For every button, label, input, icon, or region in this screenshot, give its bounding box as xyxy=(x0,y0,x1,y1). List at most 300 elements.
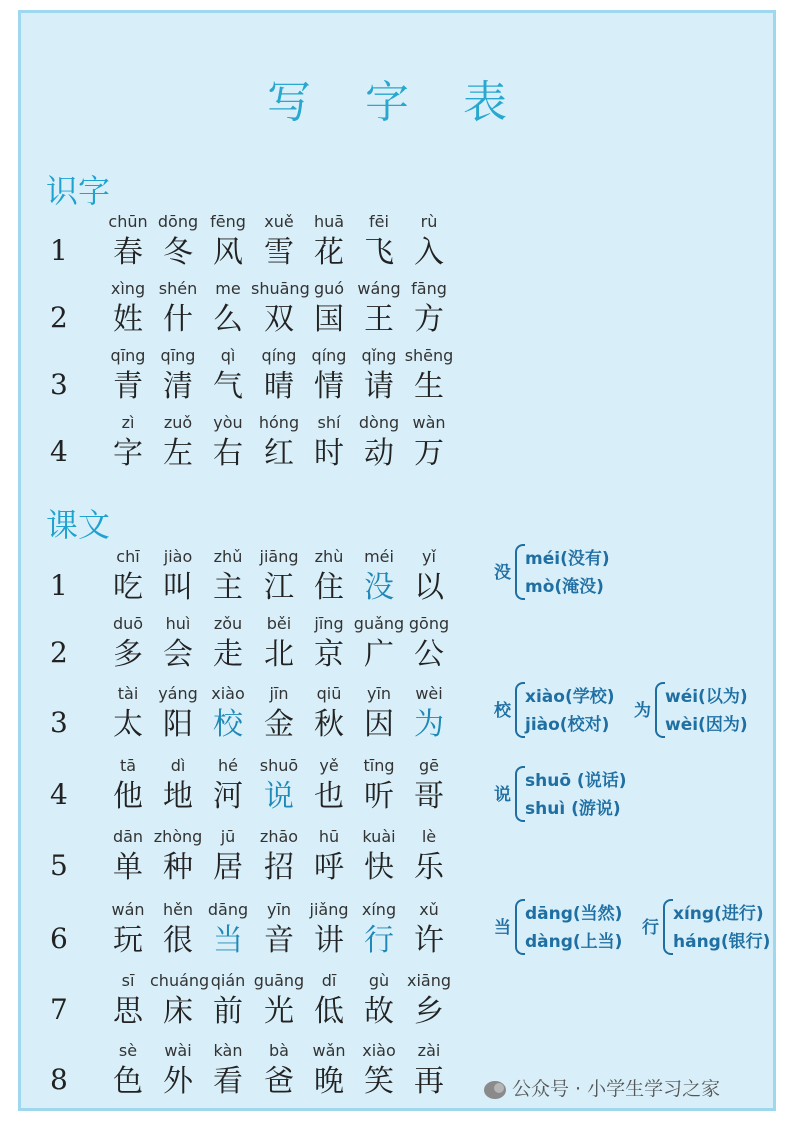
pinyin: fēi xyxy=(369,212,389,231)
char-cell xyxy=(301,971,357,1033)
char-cell xyxy=(200,971,256,1033)
pinyin: wáng xyxy=(357,279,401,298)
pinyin: qì xyxy=(220,346,236,365)
hanzi: 姓 xyxy=(113,302,143,337)
char-cell xyxy=(100,900,156,962)
char-cell xyxy=(351,971,407,1033)
hanzi: 右 xyxy=(213,436,243,471)
pinyin: shēng xyxy=(404,346,454,365)
pinyin: jīn xyxy=(269,684,289,703)
hanzi: 居 xyxy=(213,850,243,885)
hanzi: 乡 xyxy=(414,994,444,1029)
pinyin: shí xyxy=(317,413,341,432)
pinyin: qīng xyxy=(160,346,196,365)
polyphone-char: 当 xyxy=(494,918,511,938)
char-cell xyxy=(401,413,457,475)
hanzi: 床 xyxy=(163,994,193,1029)
polyphone-char: 没 xyxy=(494,563,511,583)
char-cell xyxy=(150,684,206,746)
pinyin: shuō xyxy=(259,756,299,775)
hanzi: 地 xyxy=(163,779,193,814)
char-row xyxy=(0,547,794,613)
hanzi: 当 xyxy=(213,923,243,958)
hanzi: 左 xyxy=(163,436,193,471)
pinyin: yīn xyxy=(366,684,392,703)
hanzi: 吃 xyxy=(113,570,143,605)
char-cell xyxy=(200,827,256,889)
char-cell xyxy=(351,614,407,676)
hanzi: 种 xyxy=(163,850,193,885)
char-cell xyxy=(251,614,307,676)
hanzi: 什 xyxy=(163,302,193,337)
pinyin: fēng xyxy=(210,212,246,231)
polyphone-reading: xíng(进行) xyxy=(673,904,764,924)
hanzi: 哥 xyxy=(414,779,444,814)
char-cell xyxy=(301,614,357,676)
char-row xyxy=(0,346,794,412)
pinyin: wǎn xyxy=(312,1041,346,1060)
pinyin: zuǒ xyxy=(163,413,193,432)
pinyin: hé xyxy=(218,756,238,775)
hanzi: 雪 xyxy=(264,235,294,270)
hanzi: 许 xyxy=(414,923,444,958)
hanzi: 国 xyxy=(314,302,344,337)
lesson-number: 1 xyxy=(50,569,68,602)
char-cell xyxy=(100,827,156,889)
char-cell xyxy=(351,756,407,818)
pinyin: kàn xyxy=(213,1041,243,1060)
char-cell xyxy=(401,827,457,889)
char-cell xyxy=(200,413,256,475)
pinyin: chuáng xyxy=(150,971,210,990)
char-cell xyxy=(301,756,357,818)
pinyin: shén xyxy=(158,279,198,298)
pinyin: guó xyxy=(313,279,345,298)
char-cell xyxy=(401,1041,457,1103)
pinyin: jū xyxy=(220,827,236,846)
char-cell xyxy=(351,413,407,475)
pinyin: qīng xyxy=(110,346,146,365)
hanzi: 动 xyxy=(364,436,394,471)
pinyin: yòu xyxy=(213,413,243,432)
pinyin: hū xyxy=(318,827,340,846)
watermark xyxy=(484,1074,720,1101)
hanzi: 字 xyxy=(113,436,143,471)
hanzi: 他 xyxy=(113,779,143,814)
char-row xyxy=(0,756,794,822)
char-cell xyxy=(351,1041,407,1103)
pinyin: jīng xyxy=(314,614,344,633)
pinyin: xuě xyxy=(264,212,294,231)
char-cell xyxy=(150,971,210,1033)
pinyin: duō xyxy=(112,614,144,633)
pinyin: chūn xyxy=(108,212,148,231)
pinyin: zhǔ xyxy=(213,547,243,566)
lesson-number: 2 xyxy=(50,636,68,669)
hanzi: 走 xyxy=(213,637,243,672)
pinyin: lè xyxy=(421,827,437,846)
pinyin: tā xyxy=(119,756,137,775)
hanzi: 河 xyxy=(213,779,243,814)
hanzi: 呼 xyxy=(314,850,344,885)
char-cell xyxy=(200,1041,256,1103)
hanzi: 行 xyxy=(364,923,394,958)
hanzi: 时 xyxy=(314,436,344,471)
char-cell xyxy=(150,413,206,475)
pinyin: dōng xyxy=(157,212,199,231)
pinyin: gù xyxy=(368,971,390,990)
char-cell xyxy=(200,756,256,818)
brace xyxy=(655,682,665,738)
polyphone-reading: wèi(因为) xyxy=(665,715,748,735)
char-cell xyxy=(200,900,256,962)
polyphone-note xyxy=(642,897,782,957)
pinyin: huā xyxy=(313,212,345,231)
polyphone-reading: shuì (游说) xyxy=(525,799,621,819)
char-cell xyxy=(150,827,206,889)
pinyin: qiū xyxy=(316,684,342,703)
char-cell xyxy=(351,827,407,889)
pinyin: yáng xyxy=(158,684,198,703)
hanzi: 低 xyxy=(314,994,344,1029)
pinyin: guāng xyxy=(253,971,305,990)
pinyin: qíng xyxy=(311,346,347,365)
hanzi: 没 xyxy=(364,570,394,605)
hanzi: 京 xyxy=(314,637,344,672)
hanzi: 乐 xyxy=(414,850,444,885)
lesson-number: 3 xyxy=(50,706,68,739)
char-cell xyxy=(200,547,256,609)
char-cell xyxy=(100,279,156,341)
pinyin: xiào xyxy=(211,684,245,703)
hanzi: 外 xyxy=(163,1064,193,1099)
char-cell xyxy=(100,756,156,818)
char-row xyxy=(0,413,794,479)
hanzi: 公 xyxy=(414,637,444,672)
char-cell xyxy=(200,212,256,274)
hanzi: 玩 xyxy=(113,923,143,958)
char-cell xyxy=(401,614,457,676)
watermark-text: 公众号 · 小学生学习之家 xyxy=(512,1078,721,1100)
char-cell xyxy=(301,684,357,746)
polyphone-char: 行 xyxy=(642,918,659,938)
hanzi: 飞 xyxy=(364,235,394,270)
char-cell xyxy=(100,413,156,475)
char-cell xyxy=(251,1041,307,1103)
pinyin: yīn xyxy=(266,900,292,919)
pinyin: tài xyxy=(117,684,139,703)
hanzi: 色 xyxy=(113,1064,143,1099)
polyphone-reading: wéi(以为) xyxy=(665,687,748,707)
char-cell xyxy=(251,900,307,962)
hanzi: 笑 xyxy=(364,1064,394,1099)
hanzi: 江 xyxy=(264,570,294,605)
char-cell xyxy=(301,1041,357,1103)
char-cell xyxy=(401,547,457,609)
hanzi: 为 xyxy=(414,707,444,742)
char-row xyxy=(0,614,794,680)
polyphone-note xyxy=(634,680,774,740)
char-cell xyxy=(100,614,156,676)
polyphone-note xyxy=(494,680,634,740)
hanzi: 花 xyxy=(314,235,344,270)
char-cell xyxy=(401,279,457,341)
hanzi: 气 xyxy=(213,369,243,404)
polyphone-reading: xiào(学校) xyxy=(525,687,615,707)
pinyin: kuài xyxy=(362,827,396,846)
hanzi: 看 xyxy=(213,1064,243,1099)
hanzi: 很 xyxy=(163,923,193,958)
hanzi: 多 xyxy=(113,637,143,672)
hanzi: 光 xyxy=(264,994,294,1029)
char-cell xyxy=(100,212,156,274)
lesson-number: 5 xyxy=(50,849,68,882)
char-cell xyxy=(150,279,206,341)
char-row xyxy=(0,279,794,345)
lesson-number: 8 xyxy=(50,1063,68,1096)
hanzi: 音 xyxy=(264,923,294,958)
polyphone-reading: shuō (说话) xyxy=(525,771,627,791)
hanzi: 双 xyxy=(264,302,294,337)
polyphone-reading: háng(银行) xyxy=(673,932,771,952)
hanzi: 广 xyxy=(364,637,394,672)
char-cell xyxy=(351,346,407,408)
char-cell xyxy=(251,346,307,408)
pinyin: hóng xyxy=(258,413,300,432)
hanzi: 请 xyxy=(364,369,394,404)
char-cell xyxy=(251,971,307,1033)
pinyin: huì xyxy=(165,614,191,633)
hanzi: 叫 xyxy=(163,570,193,605)
pinyin: běi xyxy=(266,614,292,633)
pinyin: dāng xyxy=(207,900,249,919)
brace xyxy=(515,766,525,822)
pinyin: tīng xyxy=(363,756,395,775)
hanzi: 万 xyxy=(414,436,444,471)
char-row xyxy=(0,212,794,278)
pinyin: bà xyxy=(269,1041,289,1060)
char-cell xyxy=(251,413,307,475)
char-cell xyxy=(301,212,357,274)
hanzi: 太 xyxy=(113,707,143,742)
brace xyxy=(663,899,673,955)
hanzi: 住 xyxy=(314,570,344,605)
char-cell xyxy=(251,212,307,274)
char-cell xyxy=(150,346,206,408)
pinyin: xìng xyxy=(110,279,146,298)
hanzi: 么 xyxy=(213,302,243,337)
hanzi: 招 xyxy=(264,850,294,885)
pinyin: xǔ xyxy=(419,900,439,919)
pinyin: zhāo xyxy=(259,827,299,846)
pinyin: zì xyxy=(121,413,135,432)
hanzi: 校 xyxy=(213,707,243,742)
hanzi: 方 xyxy=(414,302,444,337)
hanzi: 主 xyxy=(213,570,243,605)
polyphone-reading: jiào(校对) xyxy=(525,715,610,735)
hanzi: 听 xyxy=(364,779,394,814)
polyphone-note xyxy=(494,542,634,602)
char-cell xyxy=(150,1041,206,1103)
pinyin: yě xyxy=(319,756,339,775)
lesson-number: 6 xyxy=(50,922,68,955)
pinyin: xiāng xyxy=(406,971,451,990)
pinyin: wán xyxy=(111,900,145,919)
polyphone-reading: dàng(上当) xyxy=(525,932,623,952)
hanzi: 前 xyxy=(213,994,243,1029)
brace xyxy=(515,544,525,600)
char-row xyxy=(0,971,794,1037)
char-cell xyxy=(150,900,206,962)
char-cell xyxy=(301,827,357,889)
lesson-number: 2 xyxy=(50,301,68,334)
hanzi: 红 xyxy=(264,436,294,471)
pinyin: sè xyxy=(118,1041,138,1060)
pinyin: qǐng xyxy=(361,346,397,365)
pinyin: me xyxy=(215,279,241,298)
char-cell xyxy=(251,684,307,746)
polyphone-char: 为 xyxy=(634,701,651,721)
char-cell xyxy=(401,756,457,818)
hanzi: 单 xyxy=(113,850,143,885)
char-cell xyxy=(200,684,256,746)
pinyin: qíng xyxy=(261,346,297,365)
hanzi: 清 xyxy=(163,369,193,404)
hanzi: 青 xyxy=(113,369,143,404)
char-cell xyxy=(351,279,407,341)
brace xyxy=(515,899,525,955)
pinyin: guǎng xyxy=(353,614,405,633)
pinyin: jiāng xyxy=(259,547,299,566)
hanzi: 以 xyxy=(414,570,444,605)
char-cell xyxy=(351,684,407,746)
lesson-number: 4 xyxy=(50,435,68,468)
pinyin: jiǎng xyxy=(309,900,349,919)
hanzi: 快 xyxy=(364,850,394,885)
hanzi: 因 xyxy=(364,707,394,742)
section-heading: 识字 xyxy=(46,172,111,210)
hanzi: 金 xyxy=(264,707,294,742)
pinyin: zhòng xyxy=(153,827,203,846)
hanzi: 思 xyxy=(113,994,143,1029)
pinyin: qián xyxy=(210,971,246,990)
char-cell xyxy=(351,900,407,962)
char-cell xyxy=(301,900,357,962)
pinyin: méi xyxy=(364,547,394,566)
pinyin: gē xyxy=(419,756,439,775)
pinyin: wàn xyxy=(412,413,446,432)
char-cell xyxy=(301,346,357,408)
hanzi: 也 xyxy=(314,779,344,814)
polyphone-char: 校 xyxy=(494,701,511,721)
hanzi: 北 xyxy=(264,637,294,672)
char-cell xyxy=(351,547,407,609)
pinyin: zài xyxy=(417,1041,441,1060)
polyphone-note xyxy=(494,764,634,824)
char-cell xyxy=(100,547,156,609)
hanzi: 说 xyxy=(264,779,294,814)
pinyin: yǐ xyxy=(422,547,436,566)
hanzi: 风 xyxy=(213,235,243,270)
char-cell xyxy=(150,614,206,676)
pinyin: zǒu xyxy=(213,614,243,633)
char-cell xyxy=(251,547,307,609)
hanzi: 讲 xyxy=(314,923,344,958)
pinyin: wài xyxy=(164,1041,192,1060)
char-cell xyxy=(301,547,357,609)
pinyin: dì xyxy=(170,756,186,775)
char-cell xyxy=(150,212,206,274)
pinyin: dān xyxy=(112,827,144,846)
lesson-number: 7 xyxy=(50,993,68,1026)
char-cell xyxy=(401,900,457,962)
hanzi: 春 xyxy=(113,235,143,270)
polyphone-char: 说 xyxy=(494,785,511,805)
char-cell xyxy=(150,547,206,609)
wechat-icon xyxy=(484,1081,506,1099)
pinyin: shuāng xyxy=(251,279,310,298)
lesson-number: 3 xyxy=(50,368,68,401)
hanzi: 晴 xyxy=(264,369,294,404)
pinyin: fāng xyxy=(411,279,447,298)
hanzi: 再 xyxy=(414,1064,444,1099)
hanzi: 秋 xyxy=(314,707,344,742)
char-cell xyxy=(401,684,457,746)
char-cell xyxy=(301,279,357,341)
char-cell xyxy=(200,346,256,408)
section-heading: 课文 xyxy=(46,506,111,544)
pinyin: chī xyxy=(116,547,140,566)
lesson-number: 1 xyxy=(50,234,68,267)
hanzi: 王 xyxy=(364,302,394,337)
pinyin: jiào xyxy=(163,547,193,566)
char-cell xyxy=(251,279,310,341)
char-cell xyxy=(200,279,256,341)
pinyin: dòng xyxy=(358,413,400,432)
hanzi: 情 xyxy=(314,369,344,404)
pinyin: gōng xyxy=(408,614,450,633)
page-title: 写 字 表 xyxy=(267,77,527,128)
pinyin: wèi xyxy=(415,684,443,703)
char-cell xyxy=(401,346,457,408)
pinyin: xíng xyxy=(361,900,397,919)
hanzi: 故 xyxy=(364,994,394,1029)
hanzi: 生 xyxy=(414,369,444,404)
lesson-number: 4 xyxy=(50,778,68,811)
hanzi: 晚 xyxy=(314,1064,344,1099)
char-cell xyxy=(251,827,307,889)
polyphone-reading: méi(没有) xyxy=(525,549,610,569)
char-row xyxy=(0,827,794,893)
pinyin: hěn xyxy=(162,900,194,919)
hanzi: 入 xyxy=(414,235,444,270)
char-cell xyxy=(401,971,457,1033)
char-cell xyxy=(251,756,307,818)
pinyin: xiào xyxy=(362,1041,396,1060)
char-cell xyxy=(150,756,206,818)
char-cell xyxy=(100,346,156,408)
brace xyxy=(515,682,525,738)
char-cell xyxy=(100,1041,156,1103)
hanzi: 爸 xyxy=(264,1064,294,1099)
char-cell xyxy=(100,971,156,1033)
char-cell xyxy=(301,413,357,475)
char-cell xyxy=(200,614,256,676)
polyphone-note xyxy=(494,897,634,957)
pinyin: sī xyxy=(121,971,135,990)
char-cell xyxy=(351,212,407,274)
pinyin: rù xyxy=(420,212,438,231)
